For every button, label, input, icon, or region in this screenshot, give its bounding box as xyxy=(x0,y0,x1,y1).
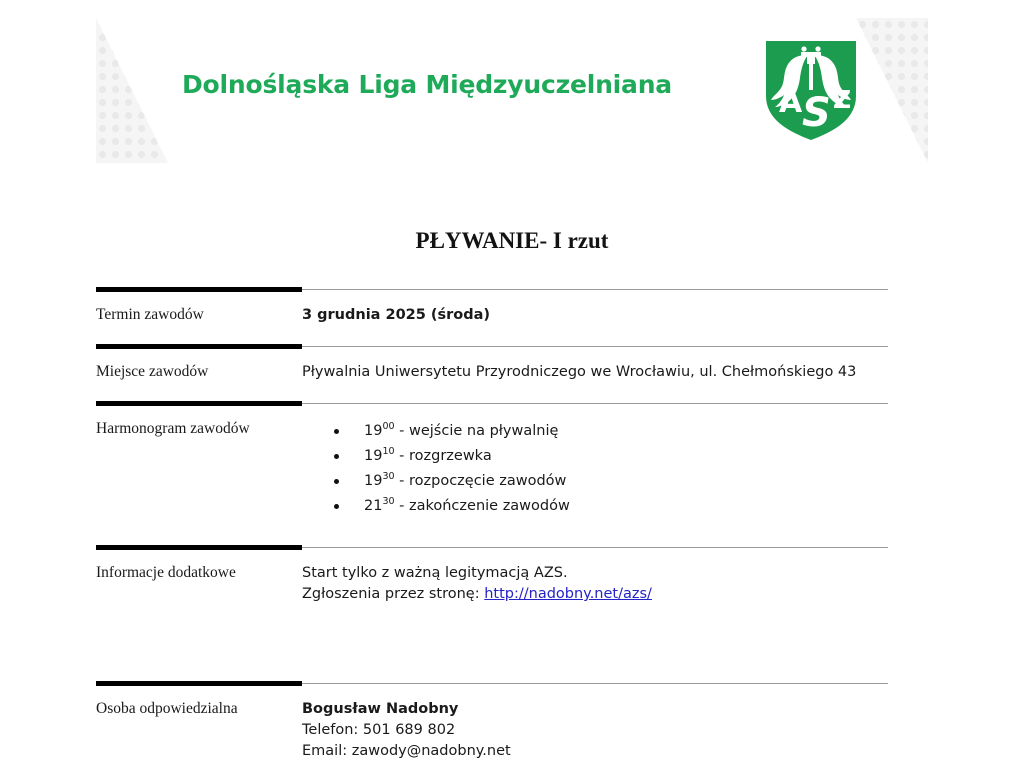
label-miejsce-zawodow: Miejsce zawodów xyxy=(96,363,209,380)
info-line-2-prefix: Zgłoszenia przez stronę: xyxy=(302,586,485,603)
logo-letter-s: S xyxy=(802,90,831,136)
azs-shield-logo xyxy=(757,38,865,143)
schedule-list xyxy=(302,419,888,519)
value-informacje-dodatkowe xyxy=(302,551,888,605)
label-harmonogram-zawodow: Harmonogram zawodów xyxy=(96,420,250,437)
schedule-time: $19^{30}$ xyxy=(364,471,395,489)
schedule-time: $19^{00}$ xyxy=(364,421,395,439)
registration-link[interactable]: http://nadobny.net/azs/ xyxy=(484,586,652,603)
row-divider xyxy=(96,284,888,293)
info-line-1: Start tylko z ważną legitymacją AZS. xyxy=(302,565,568,581)
document-title: PŁYWANIE- I rzut xyxy=(415,228,609,253)
contact-phone: Telefon: 501 689 802 xyxy=(302,722,456,739)
list-item xyxy=(302,444,888,469)
value-osoba-odpowiedzialna xyxy=(302,687,888,762)
event-info-table xyxy=(96,284,888,767)
schedule-text: - rozgrzewka xyxy=(394,448,492,464)
table-row-harmonogram xyxy=(96,398,888,542)
value-termin-zawodow: 3 grudnia 2025 (środa) xyxy=(302,307,491,323)
schedule-text: - rozpoczęcie zawodów xyxy=(394,473,567,489)
table-row-osoba xyxy=(96,678,888,767)
table-row-termin xyxy=(96,284,888,341)
list-item xyxy=(302,469,888,494)
label-osoba-odpowiedzialna: Osoba odpowiedzialna xyxy=(96,700,238,717)
label-termin-zawodow: Termin zawodów xyxy=(96,306,204,323)
section-spacer xyxy=(96,656,888,678)
list-item xyxy=(302,419,888,444)
value-harmonogram-zawodow xyxy=(302,407,888,519)
decorative-dotted-triangle-left xyxy=(96,18,168,163)
value-miejsce-zawodow: Pływalnia Uniwersytetu Przyrodniczego we Wrocławiu, ul. Chełmońskiego 43 xyxy=(302,364,857,380)
decorative-dotted-triangle-right xyxy=(856,18,928,163)
row-divider xyxy=(96,678,888,687)
contact-name: Bogusław Nadobny xyxy=(302,701,459,717)
table-row-miejsce xyxy=(96,341,888,398)
schedule-text: - zakończenie zawodów xyxy=(394,498,570,514)
logo-letter-z: Z xyxy=(833,85,852,114)
schedule-text: - wejście na pływalnię xyxy=(394,423,559,439)
row-divider xyxy=(96,542,888,551)
contact-email: Email: zawody@nadobny.net xyxy=(302,743,511,760)
schedule-time: $19^{10}$ xyxy=(364,446,395,464)
table-row-informacje xyxy=(96,542,888,656)
label-informacje-dodatkowe: Informacje dodatkowe xyxy=(96,564,236,581)
info-line-2 xyxy=(302,584,888,605)
row-divider xyxy=(96,341,888,350)
row-divider xyxy=(96,398,888,407)
schedule-time: $21^{30}$ xyxy=(364,496,395,514)
logo-letter-a: A xyxy=(779,85,803,120)
list-item xyxy=(302,494,888,519)
league-brand-title: Dolnośląska Liga Międzyuczelniana xyxy=(182,70,672,99)
page-header xyxy=(96,18,928,163)
